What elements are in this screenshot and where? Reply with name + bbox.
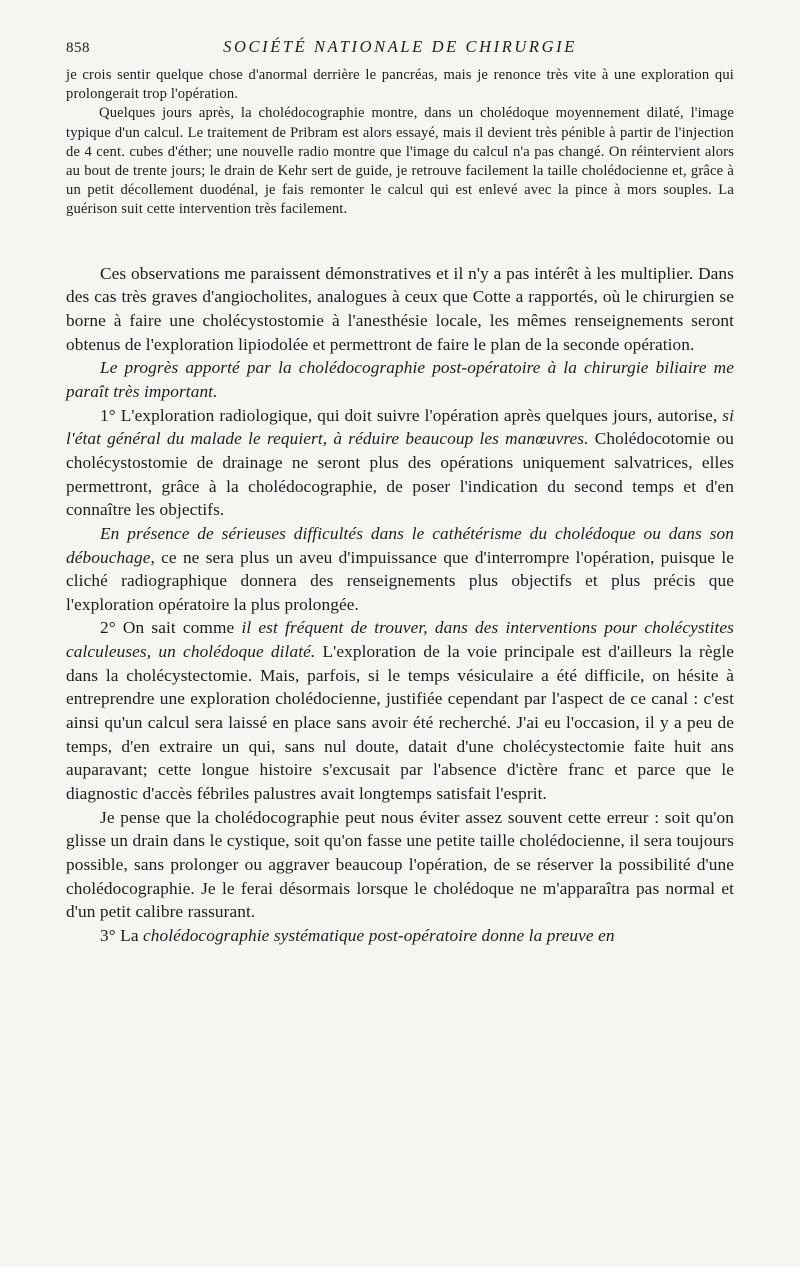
- case-notes-paragraph: je crois sentir quelque chose d'anormal derrière le pancréas, mais je renonce très vite à une exploration qui prolongerait trop l'opération.: [66, 67, 734, 103]
- journal-title: SOCIÉTÉ NATIONALE DE CHIRURGIE: [223, 37, 577, 56]
- body-paragraph: [66, 616, 734, 805]
- body-paragraph: [66, 924, 734, 948]
- italic-phrase: En présence de sérieuses difficultés dans le cathétérisme du cholédoque ou dans son débouchage,: [66, 523, 734, 567]
- italic-statement: Le progrès apporté par la cholédocographie post-opératoire à la chirurgie biliaire me paraît très important.: [66, 358, 734, 401]
- running-head: [66, 30, 734, 60]
- page: [66, 30, 734, 948]
- main-text: [66, 262, 734, 948]
- text-run: ce ne sera plus un aveu d'impuissance que d'interrompre l'opération, puisque le cliché radiographique donnera des renseignements plus objectifs et plus précis que l'exploration opératoire la plus prolongée.: [66, 547, 734, 614]
- case-notes-paragraph: Quelques jours après, la cholédocographie montre, dans un cholédoque moyennement dilaté, l'image typique d'un calcul. Le traitement de Pribram est alors essayé, mais il devient très pénible à partir de l'injection de 4 cent. cubes d'éther; une nouvelle radio montre que l'image du calcul n'a pas changé. On réintervient alors au bout de trente jours; le drain de Kehr sert de guide, je retrouve facilement la taille cholédocienne et, grâce à un petit décollement duodénal, je fais remonter le calcul qui est enlevé avec la pince à mors souples. La guérison suit cette intervention très facilement.: [66, 105, 734, 218]
- body-paragraph: [66, 522, 734, 617]
- case-notes: [66, 66, 734, 220]
- italic-phrase: si l'état général du malade le requiert, à réduire beaucoup les manœuvres.: [66, 405, 734, 449]
- section-gap: [66, 220, 734, 262]
- text-run: 2° On sait comme: [100, 618, 242, 638]
- body-paragraph: Ces observations me paraissent démonstratives et il n'y a pas intérêt à les multiplier. Dans des cas très graves d'angiocholites, analogues à ceux que Cotte a rapportés, où le chirurgien se borne à faire une cholécystostomie à l'anesthésie locale, les mêmes renseignements seront obtenus de l'exploration lipiodolée et permettront de faire le plan de la seconde opération.: [66, 263, 734, 354]
- text-run: L'exploration de la voie principale est d'ailleurs la règle dans la cholécystectomie. Mais, parfois, si le temps vésiculaire a été difficile, on hésite à entreprendre une exploration cholédocienne, justifiée cependant par l'aspect de ce canal : c'est ainsi qu'un calcul sera laissé en place sans avoir été recherché. J'ai eu l'occasion, il y a peu de temps, d'en extraire un qui, sans nul doute, datait d'une cholécystectomie faite huit ans auparavant; cette longue histoire s'excusait par l'absence d'ictère franc et parce que le diagnostic d'accès fébriles palustres avait longtemps satisfait l'esprit.: [66, 642, 734, 804]
- italic-phrase: cholédocographie systématique post-opératoire donne la preuve en: [143, 926, 615, 945]
- body-paragraph: [66, 356, 734, 403]
- text-run: 3° La: [100, 926, 144, 945]
- text-run: Cholédocotomie ou cholécystostomie de drainage ne seront plus des opérations uniquement salvatrices, elles permettront, grâce à la cholédocographie, de poser l'indication du second temps et d'en connaître les objectifs.: [66, 429, 734, 520]
- italic-phrase: il est fréquent de trouver, dans des interventions pour cholécystites calculeuses, un cholédoque dilaté.: [66, 618, 734, 662]
- page-number: 858: [66, 40, 90, 56]
- body-paragraph: [66, 404, 734, 522]
- text-run: 1° L'exploration radiologique, qui doit suivre l'opération après quelques jours, autorise,: [100, 405, 723, 425]
- body-paragraph: Je pense que la cholédocographie peut nous éviter assez souvent cette erreur : soit qu'on glisse un drain dans le cystique, soit qu'on fasse une petite taille cholédocienne, il sera toujours possible, sans prolonger ou aggraver beaucoup l'opération, de se réserver la possibilité d'une cholédocographie. Je le ferai désormais lorsque le cholédoque ne m'apparaîtra pas normal et d'un petit calibre rassurant.: [66, 807, 734, 922]
